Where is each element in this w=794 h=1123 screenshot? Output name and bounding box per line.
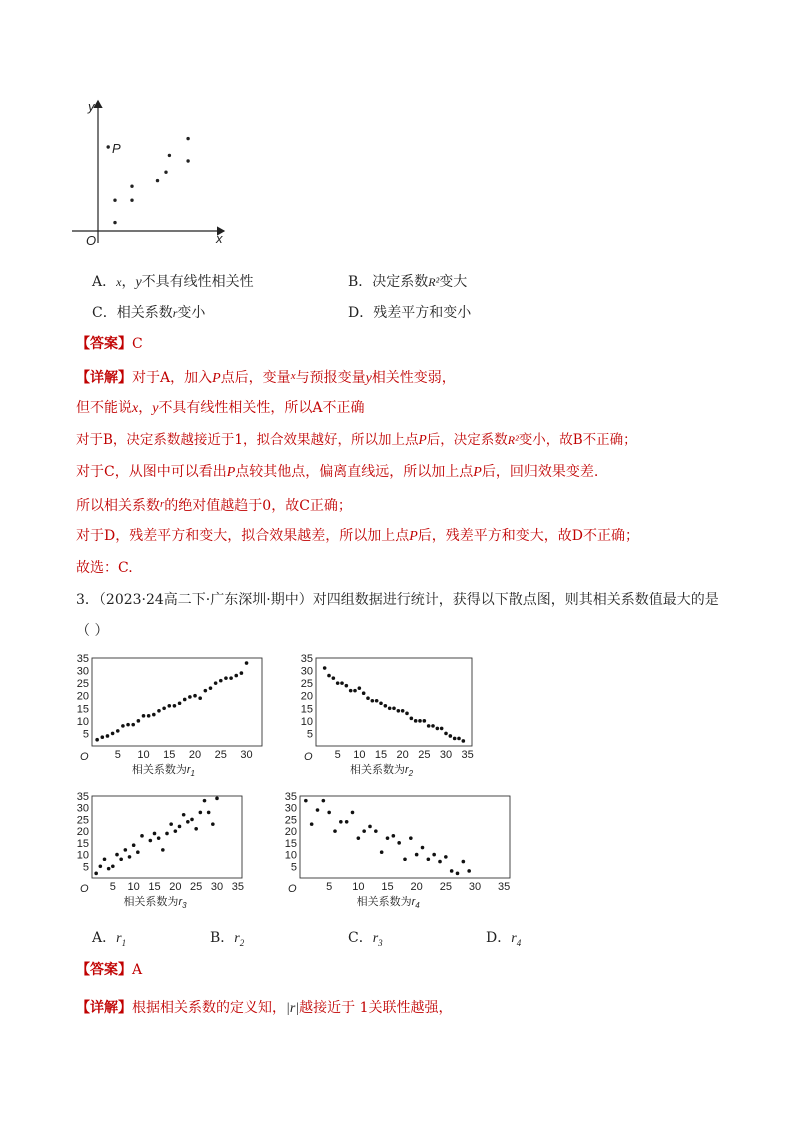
scatter-point [136, 850, 140, 854]
option-letter: C． [92, 305, 117, 321]
scatter-point [415, 853, 419, 857]
scatter-point [199, 811, 203, 815]
sym-r: r [511, 931, 517, 946]
scatter-point [323, 666, 327, 670]
x-tick-label: 20 [396, 749, 409, 761]
scatter-point [345, 820, 349, 824]
y-tick-label: 25 [76, 814, 89, 827]
caption-subscript: 4 [415, 901, 420, 910]
scatter-point [113, 199, 116, 202]
scatter-point [121, 724, 125, 728]
sym-p: P [212, 371, 221, 386]
scatter-point [174, 829, 178, 833]
scatter-point [357, 836, 361, 840]
y-tick-label: 25 [300, 678, 313, 691]
scatter-point [336, 681, 340, 685]
x-tick-label: 25 [214, 749, 227, 761]
x-tick-label: 30 [210, 881, 224, 893]
sym-abs-r: |r| [286, 1001, 300, 1016]
scatter-point [214, 681, 218, 685]
y-tick-label: 15 [300, 703, 313, 716]
scatter-point [351, 811, 355, 815]
option-letter: D． [348, 305, 374, 321]
y-tick-label: 35 [76, 653, 89, 665]
scatter-point [450, 869, 454, 873]
text: ， [138, 400, 153, 416]
x-tick-label: 30 [468, 881, 482, 893]
scatter-point [380, 850, 384, 854]
y-tick-label: 30 [76, 802, 89, 815]
y-tick-label: 10 [76, 849, 89, 862]
scatter-point [132, 843, 136, 847]
scatter-point [462, 739, 466, 743]
sym-r2: R² [507, 433, 519, 447]
scatter-point [113, 221, 116, 224]
x-tick-label: 25 [190, 881, 203, 893]
text: 变小，故B不正确； [518, 432, 637, 448]
sym-r: r [234, 931, 240, 946]
scatter-point [397, 841, 401, 845]
chart-caption: 相关系数为$r_1$ [131, 764, 195, 778]
x-tick-label: 30 [439, 749, 453, 761]
scatter-point [322, 799, 326, 803]
caption-symbol: r [186, 764, 191, 776]
chart-caption: 相关系数为$r_2$ [349, 764, 414, 778]
symbol-r: r [172, 306, 178, 320]
x-tick-label: 5 [334, 749, 341, 761]
answer-2 [76, 960, 142, 980]
detail-label: 【详解】 [76, 1000, 132, 1016]
sym-p: P [473, 465, 482, 480]
scatter-point [115, 853, 119, 857]
scatter-point [418, 719, 422, 723]
option-text: 决定系数 [372, 274, 429, 290]
scatter-point [310, 822, 314, 826]
y-tick-label: 20 [284, 826, 297, 839]
option-letter: C． [348, 930, 373, 946]
scatter-point [173, 704, 177, 708]
answer-label: 【答案】 [76, 336, 132, 352]
x-axis-label: x [216, 231, 223, 246]
x-tick-label: 5 [326, 881, 333, 893]
y-tick-label: 5 [306, 728, 313, 741]
scatter-point [427, 857, 431, 861]
caption-subscript: 1 [190, 769, 195, 778]
text: 对于A，加入 [132, 370, 213, 386]
var-y: y [135, 275, 142, 290]
option-text: 变大 [439, 274, 468, 290]
sub: 1 [121, 937, 127, 948]
plot-frame [316, 658, 472, 746]
scatter-point [126, 723, 130, 727]
y-tick-label: 20 [76, 826, 89, 839]
sym-p: P [418, 432, 427, 447]
scatter-point [188, 695, 192, 699]
scatter-point [186, 159, 189, 162]
text: 后，回归效果变差. [481, 464, 599, 480]
x-tick-label: 10 [137, 749, 150, 761]
scatter-point [103, 857, 107, 861]
scatter-point [194, 827, 198, 831]
detail-1-line-6 [76, 526, 639, 547]
y-tick-label: 5 [82, 861, 89, 874]
detail-1-line-5 [76, 494, 352, 516]
x-tick-label: 15 [148, 881, 161, 893]
scatter-point [403, 857, 407, 861]
scatter-point [453, 737, 457, 741]
scatter-point [198, 696, 202, 700]
caption-symbol: r [178, 896, 183, 908]
scatter-point [209, 686, 213, 690]
scatter-point [339, 820, 343, 824]
x-tick-label: 10 [353, 749, 366, 761]
answer-1 [76, 334, 143, 354]
scatter-point [128, 855, 132, 859]
x-tick-label: 35 [498, 881, 511, 893]
q3-option-d[interactable] [486, 928, 521, 953]
option-text: 不具有线性相关性 [141, 274, 254, 290]
scatter-point [409, 836, 413, 840]
scatter-point [137, 719, 141, 723]
scatter-point [101, 735, 105, 739]
scatter-point [107, 867, 111, 871]
answer-value: A [132, 962, 143, 978]
symbol-r2: R² [428, 275, 440, 289]
scatter-point [142, 714, 146, 718]
y-tick-label: 30 [284, 802, 297, 815]
x-tick-label: 5 [109, 881, 116, 893]
y-tick-label: 35 [300, 653, 313, 665]
scatter-point [99, 864, 103, 868]
text: 相关性变弱， [371, 370, 456, 386]
x-tick-label: 35 [461, 749, 474, 761]
text: 越接近于 1关联性越强， [299, 1000, 453, 1016]
scatter-point [333, 829, 337, 833]
scatter-point [111, 732, 115, 736]
scatter-point [124, 848, 128, 852]
y-tick-label: 25 [76, 678, 89, 691]
scatter-point [444, 855, 448, 859]
x-tick-label: 20 [410, 881, 423, 893]
point-p-label: P [112, 141, 121, 156]
scatter-point [316, 808, 320, 812]
scatter-point [94, 872, 98, 876]
scatter-point [332, 676, 336, 680]
q3-option-c[interactable] [348, 928, 383, 953]
text: 与预报变量 [295, 370, 366, 386]
scatter-point [119, 857, 123, 861]
detail-1-line-3 [76, 430, 637, 450]
scatter-point [401, 709, 405, 713]
detail-2-line-1 [76, 998, 453, 1019]
option-letter: D． [486, 930, 512, 946]
scatter-figure-1 [70, 95, 240, 255]
x-tick-label: 25 [439, 881, 452, 893]
scatter-point [169, 822, 173, 826]
option-letter: A． [92, 930, 117, 946]
caption-subscript: 2 [408, 769, 414, 778]
sym-x: x [132, 401, 139, 416]
option-text: 变小 [177, 305, 206, 321]
scatter-point [444, 732, 448, 736]
scatter-point [168, 154, 171, 157]
question-3-blank: （ ） [76, 623, 109, 639]
x-tick-label: 15 [381, 881, 394, 893]
question-3-stem: 3．（2023·24高二下·广东深圳·期中）对四组数据进行统计，获得以下散点图，则其相关系数值最大的是 [76, 592, 719, 608]
scatter-point [186, 137, 189, 140]
caption-symbol: r [404, 764, 409, 776]
scatter-point [130, 185, 133, 188]
y-tick-label: 35 [76, 791, 89, 803]
text: 对于D，残差平方和变大，拟合效果越差，所以加上点 [76, 528, 410, 544]
scatter-point [152, 713, 156, 717]
option-letter: B． [210, 930, 235, 946]
detail-1-line-4 [76, 462, 598, 483]
scatter-point [178, 825, 182, 829]
scatter-point [219, 679, 223, 683]
option-text: 残差平方和变小 [373, 305, 472, 321]
y-tick-label: 20 [76, 690, 89, 703]
scatter-point [116, 729, 120, 733]
scatter-point [375, 699, 379, 703]
scatter-point [327, 674, 331, 678]
scatter-point [362, 829, 366, 833]
scatter-point [164, 171, 167, 174]
text: 点较其他点，偏离直线远，所以加上点 [235, 464, 474, 480]
scatter-point [432, 853, 436, 857]
scatter-point [366, 696, 370, 700]
scatter-point [149, 839, 153, 843]
scatter-point [182, 813, 186, 817]
origin-label: O [80, 751, 89, 763]
option-text: 相关系数 [116, 305, 173, 321]
scatter-point [449, 734, 453, 738]
scatter-point [368, 825, 372, 829]
scatter-point [153, 832, 157, 836]
scatter-point [203, 799, 207, 803]
text: 对于C，从图中可以看出 [76, 464, 227, 480]
y-tick-label: 15 [284, 837, 297, 850]
origin-label: O [86, 233, 97, 248]
scatter-point [388, 706, 392, 710]
scatter-point [178, 701, 182, 705]
text: 但不能说 [76, 400, 132, 416]
scatter-point [140, 834, 144, 838]
text: 点后，变量 [220, 370, 291, 386]
scatter-point [421, 846, 425, 850]
scatter-point [358, 686, 362, 690]
detail-1-line-2 [76, 398, 365, 419]
scatter-point [405, 712, 409, 716]
x-tick-label: 15 [163, 749, 176, 761]
scatter-point [345, 684, 349, 688]
text: 根据相关系数的定义知， [132, 1000, 286, 1016]
option-a[interactable] [92, 272, 254, 293]
detail-1-line-1 [76, 366, 456, 389]
y-tick-label: 10 [76, 715, 89, 728]
detail-1-line-7: 故选：C. [76, 560, 133, 576]
answer-label: 【答案】 [76, 962, 132, 978]
option-c[interactable] [92, 303, 205, 323]
x-tick-label: 20 [169, 881, 182, 893]
scatter-point [353, 689, 357, 693]
plot-frame [300, 796, 510, 878]
sub: 3 [378, 937, 383, 948]
y-tick-label: 25 [284, 814, 297, 827]
option-b[interactable] [348, 272, 467, 292]
scatter-point [384, 704, 388, 708]
scatter-point [423, 719, 427, 723]
scatter-point [186, 820, 190, 824]
scatter-point [304, 799, 308, 803]
scatter-point [392, 706, 396, 710]
scatter-point [111, 864, 115, 868]
var-x: x [116, 275, 122, 289]
origin-label: O [304, 751, 313, 763]
sub: 2 [239, 937, 245, 948]
sym-r: r [116, 931, 122, 946]
y-tick-label: 30 [76, 665, 89, 678]
option-letter: A． [92, 274, 117, 290]
scatter-point [229, 676, 233, 680]
scatter-point [397, 709, 401, 713]
caption-symbol: r [411, 896, 416, 908]
scatter-point [386, 836, 390, 840]
scatter-point [224, 676, 228, 680]
scatter-point [147, 714, 151, 718]
caption-subscript: 3 [182, 901, 187, 910]
scatter-point [374, 829, 378, 833]
sep: ， [121, 274, 136, 290]
scatter-point [457, 737, 461, 741]
y-tick-label: 10 [300, 715, 313, 728]
scatter-point [215, 797, 219, 801]
text: 后，决定系数 [426, 432, 508, 448]
scatter-point [467, 869, 471, 873]
scatter-point [414, 719, 418, 723]
scatter-point [207, 811, 211, 815]
y-tick-label: 35 [284, 791, 297, 803]
scatter-point [183, 698, 187, 702]
text: 的绝对值越趋于0，故C正确； [164, 498, 352, 514]
scatter-point [167, 704, 171, 708]
sym-x: x [290, 370, 296, 382]
y-tick-label: 15 [76, 837, 89, 850]
y-tick-label: 5 [82, 728, 89, 741]
scatter-point [193, 694, 197, 698]
scatter-point [327, 811, 331, 815]
q3-option-b[interactable] [210, 928, 244, 953]
sym-p: P [226, 465, 236, 480]
scatter-point [240, 671, 244, 675]
origin-label: O [288, 883, 297, 895]
scatter-point [211, 822, 215, 826]
scatter-point [162, 706, 166, 710]
q3-option-a[interactable] [92, 928, 126, 953]
scatter-point [106, 734, 110, 738]
sub: 4 [516, 937, 522, 948]
plot-frame [92, 658, 262, 746]
scatter-point [190, 818, 194, 822]
scatter-chart-r1 [70, 650, 280, 780]
detail-label: 【详解】 [76, 370, 132, 386]
scatter-point [234, 674, 238, 678]
text: 后，残差平方和变大，故D不正确； [417, 528, 640, 544]
option-letter: B． [348, 274, 373, 290]
scatter-point [462, 860, 466, 864]
scatter-point [440, 727, 444, 731]
y-tick-label: 15 [76, 703, 89, 716]
scatter-chart-r3 [70, 790, 270, 915]
x-tick-label: 20 [188, 749, 202, 761]
chart-caption: 相关系数为$r_4$ [356, 896, 420, 910]
option-d[interactable] [348, 303, 471, 323]
text: 不具有线性相关性，所以A不正确 [158, 400, 365, 416]
scatter-point [131, 723, 135, 727]
scatter-point [130, 199, 133, 202]
scatter-point [157, 709, 161, 713]
x-tick-label: 35 [231, 881, 244, 893]
scatter-point [379, 701, 383, 705]
scatter-point [392, 834, 396, 838]
y-tick-label: 10 [284, 849, 297, 862]
scatter-chart-r2 [292, 650, 492, 780]
scatter-point [161, 848, 165, 852]
origin-label: O [80, 883, 89, 895]
x-tick-label: 25 [418, 749, 431, 761]
scatter-point [157, 836, 161, 840]
scatter-point [349, 689, 353, 693]
scatter-point [456, 872, 460, 876]
y-tick-label: 20 [300, 690, 313, 703]
sym-p: P [409, 529, 418, 544]
y-tick-label: 5 [290, 861, 297, 874]
y-axis-label: y [88, 99, 95, 114]
point-p [107, 145, 110, 148]
scatter-point [340, 681, 344, 685]
scatter-point [410, 717, 414, 721]
x-tick-label: 10 [352, 881, 365, 893]
answer-value: C [132, 336, 143, 352]
y-tick-label: 30 [300, 665, 313, 678]
x-tick-label: 15 [374, 749, 388, 761]
scatter-point [427, 724, 431, 728]
sym-r: r [372, 931, 379, 946]
chart-caption: 相关系数为$r_3$ [123, 896, 187, 910]
scatter-point [431, 724, 435, 728]
scatter-point [156, 179, 159, 182]
scatter-point [362, 691, 366, 695]
scatter-point [436, 727, 440, 731]
text: 对于B，决定系数越接近于1，拟合效果越好，所以加上点 [76, 432, 419, 448]
scatter-point [95, 738, 99, 742]
scatter-point [245, 661, 249, 665]
scatter-point [371, 699, 375, 703]
x-tick-label: 10 [127, 881, 140, 893]
scatter-chart-r4 [282, 790, 522, 915]
scatter-point [165, 832, 169, 836]
sym-y: y [365, 371, 372, 386]
scatter-point [438, 860, 442, 864]
x-tick-label: 5 [114, 749, 121, 761]
x-tick-label: 30 [240, 749, 253, 761]
text: 所以相关系数 [76, 498, 160, 514]
sym-r: r [160, 498, 165, 510]
scatter-point [204, 689, 208, 693]
sym-y: y [152, 401, 159, 416]
